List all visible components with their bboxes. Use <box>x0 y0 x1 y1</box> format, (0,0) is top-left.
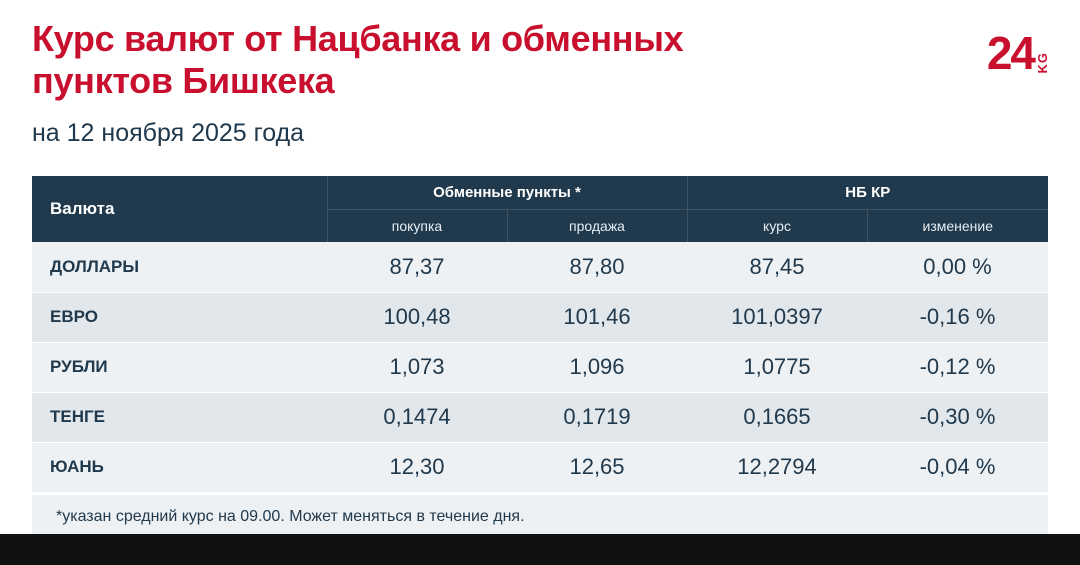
cell-buy: 87,37 <box>327 242 507 292</box>
cell-change: -0,04 % <box>867 442 1048 492</box>
column-header-rate: курс <box>687 209 867 242</box>
cell-buy: 1,073 <box>327 342 507 392</box>
cell-rate: 0,1665 <box>687 392 867 442</box>
logo-number: 24 <box>986 27 1034 80</box>
cell-change: 0,00 % <box>867 242 1048 292</box>
cell-rate: 12,2794 <box>687 442 867 492</box>
table-group-row <box>32 176 1048 209</box>
table-row <box>32 342 1048 392</box>
column-header-change: изменение <box>867 209 1048 242</box>
table-footnote: *указан средний курс на 09.00. Может меняться в течение дня. <box>32 493 1048 539</box>
cell-currency-name: ЮАНЬ <box>32 442 327 492</box>
brand-logo <box>964 20 1050 80</box>
header <box>32 18 1048 148</box>
logo-suffix: KG <box>1035 51 1050 73</box>
rates-table <box>32 176 1048 493</box>
cell-sell: 0,1719 <box>507 392 687 442</box>
column-header-currency: Валюта <box>32 176 327 242</box>
column-header-buy: покупка <box>327 209 507 242</box>
table-head <box>32 176 1048 242</box>
table-body <box>32 242 1048 492</box>
cell-change: -0,30 % <box>867 392 1048 442</box>
page-title: Курс валют от Нацбанка и обменных пунктов Бишкека <box>32 18 684 102</box>
rates-table-wrapper <box>32 176 1048 539</box>
cell-rate: 1,0775 <box>687 342 867 392</box>
cell-sell: 12,65 <box>507 442 687 492</box>
column-group-exchange-points: Обменные пункты * <box>327 176 687 209</box>
cell-sell: 1,096 <box>507 342 687 392</box>
cell-currency-name: РУБЛИ <box>32 342 327 392</box>
cell-currency-name: ДОЛЛАРЫ <box>32 242 327 292</box>
bottom-bar <box>0 534 1080 565</box>
cell-change: -0,12 % <box>867 342 1048 392</box>
cell-rate: 101,0397 <box>687 292 867 342</box>
column-group-nbkr: НБ КР <box>687 176 1048 209</box>
page-subtitle: на 12 ноября 2025 года <box>32 118 305 147</box>
cell-currency-name: ЕВРО <box>32 292 327 342</box>
cell-buy: 100,48 <box>327 292 507 342</box>
cell-rate: 87,45 <box>687 242 867 292</box>
cell-sell: 87,80 <box>507 242 687 292</box>
table-row <box>32 392 1048 442</box>
cell-sell: 101,46 <box>507 292 687 342</box>
cell-currency-name: ТЕНГЕ <box>32 392 327 442</box>
table-row <box>32 442 1048 492</box>
column-header-sell: продажа <box>507 209 687 242</box>
table-row <box>32 242 1048 292</box>
cell-buy: 12,30 <box>327 442 507 492</box>
cell-buy: 0,1474 <box>327 392 507 442</box>
cell-change: -0,16 % <box>867 292 1048 342</box>
table-row <box>32 292 1048 342</box>
